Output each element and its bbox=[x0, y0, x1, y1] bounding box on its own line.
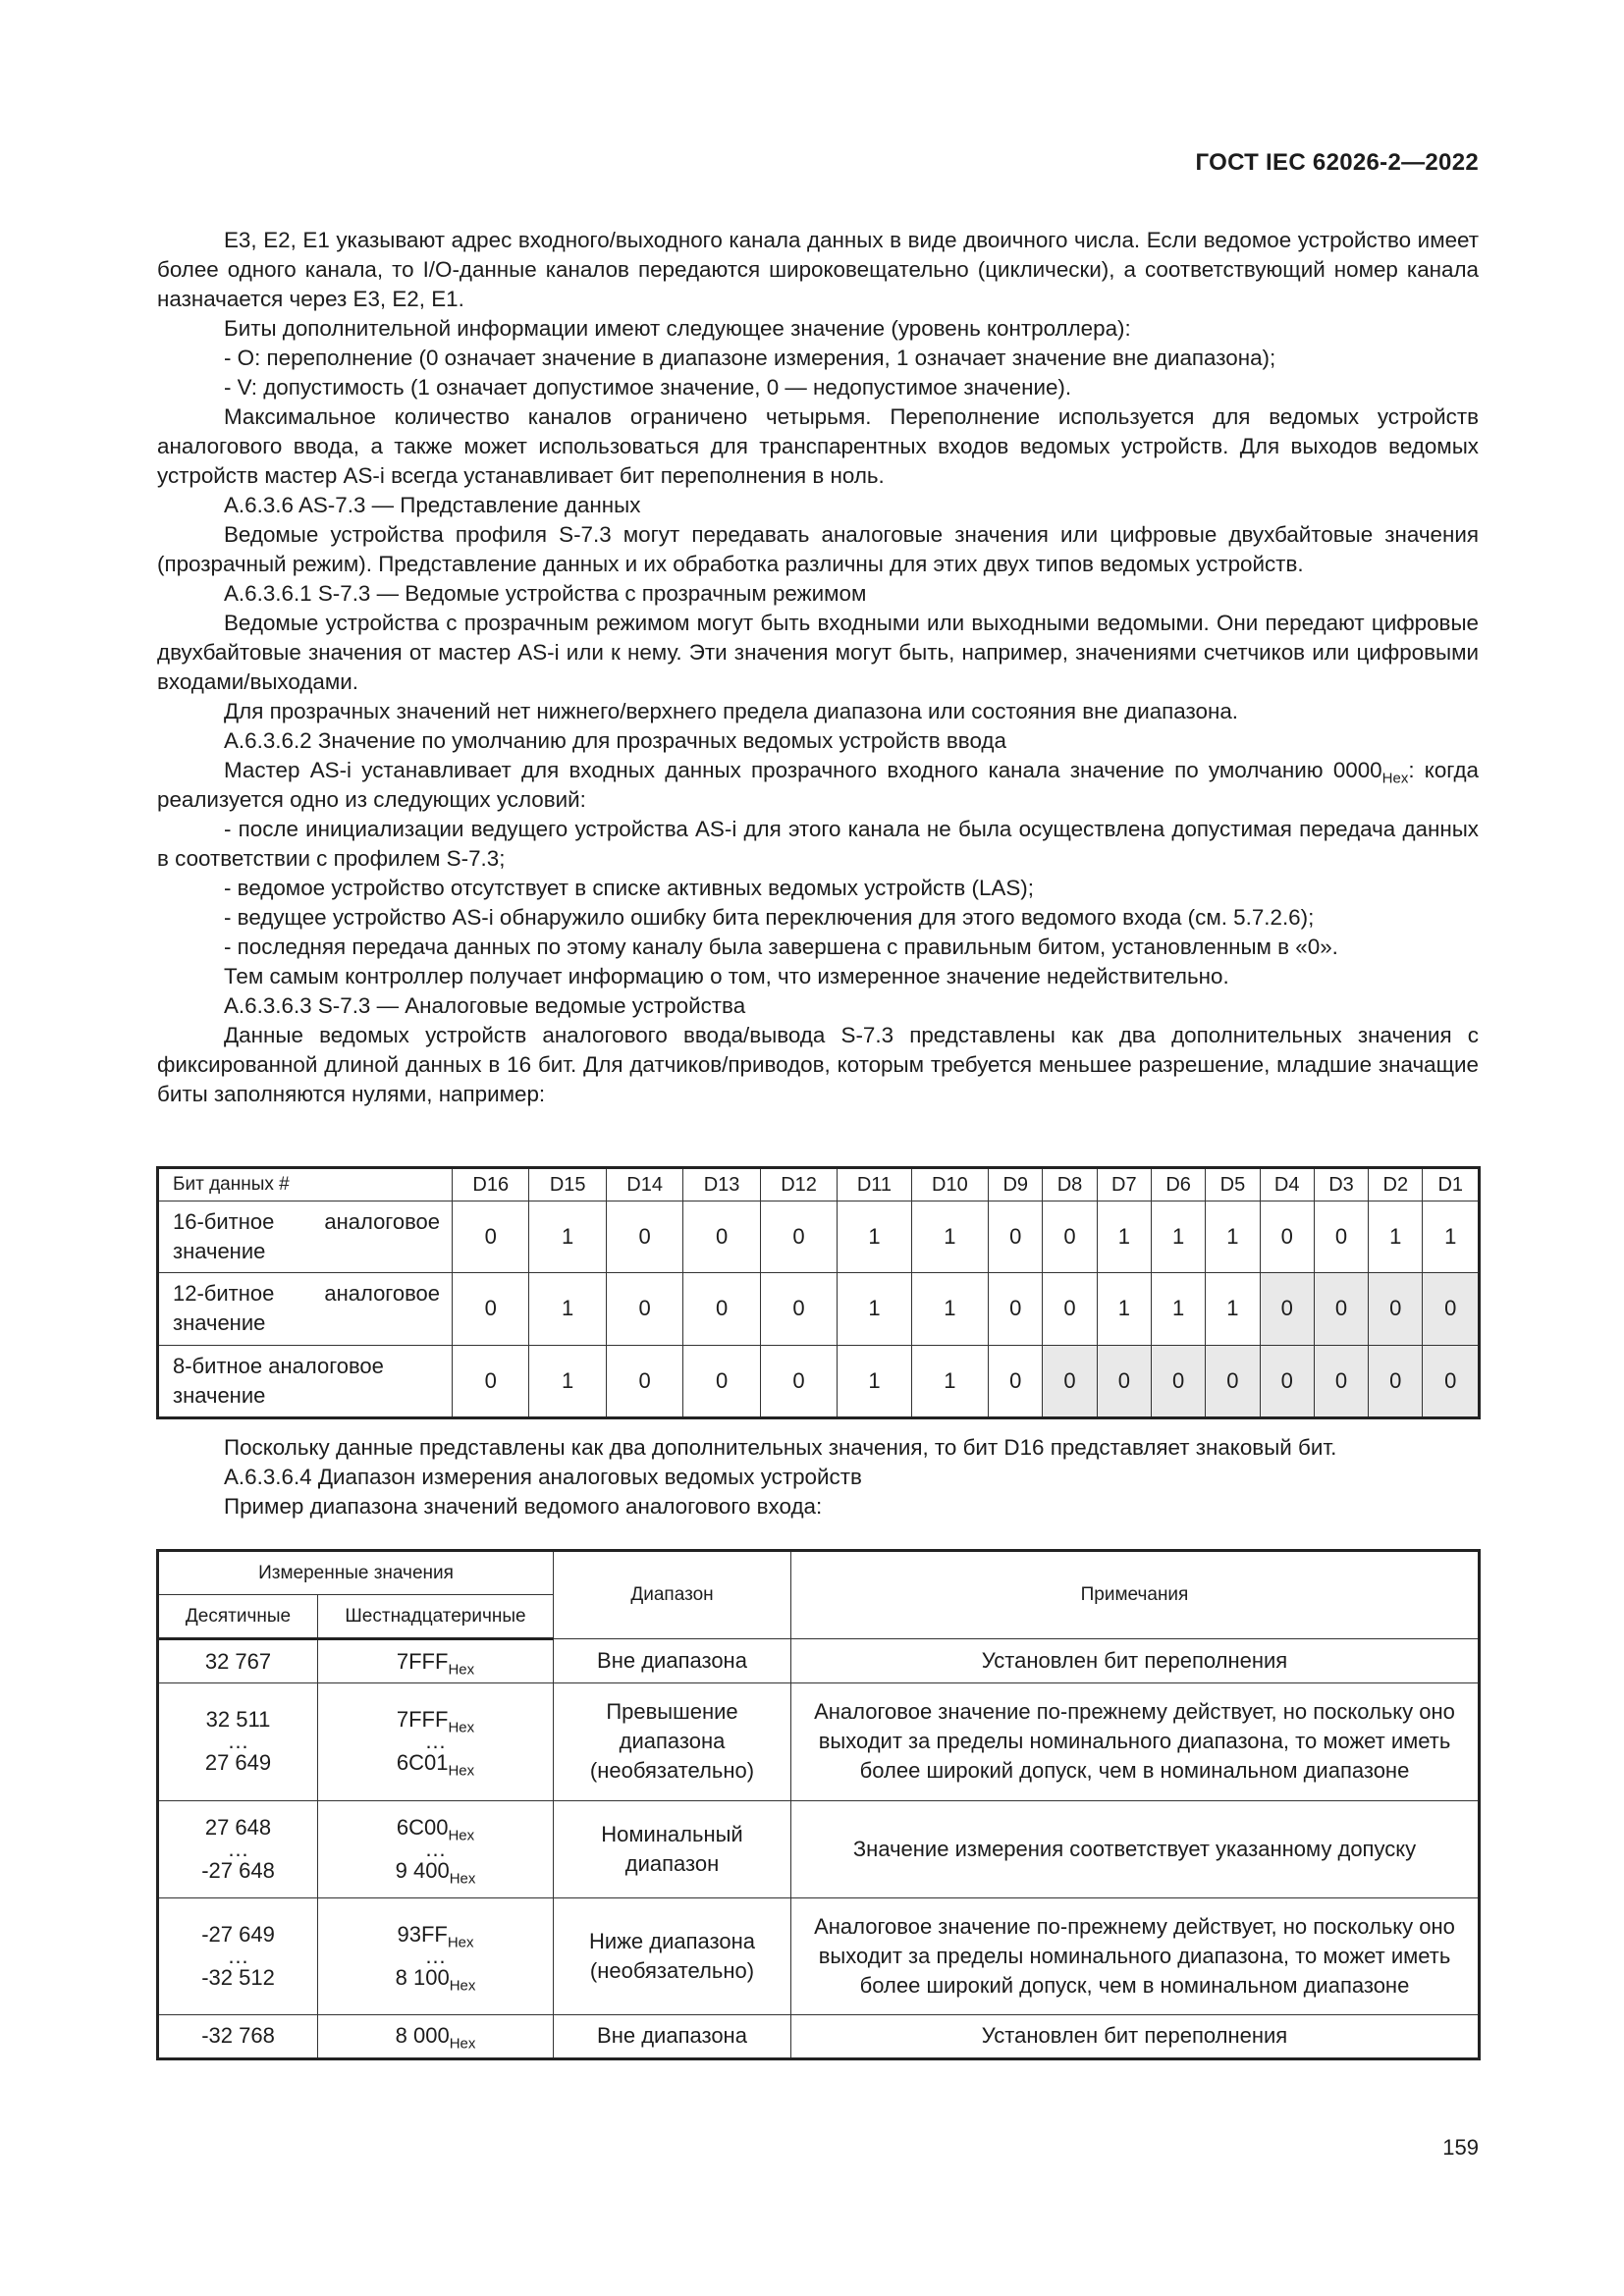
paragraph: Данные ведомых устройств аналогового ввода/вывода S-7.3 представлены как два дополнительных значения с фиксированной длиной данных в 16 бит. Для датчиков/приводов, которым требуется меньшее разрешение, младшие значащие биты заполняются нулями, например: bbox=[157, 1023, 1479, 1106]
bit-cell: 0 bbox=[1043, 1201, 1097, 1273]
body-text bbox=[157, 226, 1479, 1109]
measured-values-header: Измеренные значения bbox=[158, 1551, 554, 1595]
row-label: 8-битное аналоговое значение bbox=[158, 1345, 453, 1417]
bit-cell: 1 bbox=[838, 1273, 911, 1345]
bit-column-header: D3 bbox=[1314, 1168, 1368, 1201]
hex-cell bbox=[318, 1639, 554, 1683]
range-row bbox=[158, 1683, 1480, 1800]
bit-column-header: D10 bbox=[911, 1168, 988, 1201]
bit-cell: 0 bbox=[606, 1201, 682, 1273]
decimal-cell bbox=[158, 1800, 318, 1897]
decimal-value: 32 767 bbox=[204, 1648, 272, 1674]
row-label: 12-битное аналоговое значение bbox=[158, 1273, 453, 1345]
decimal-cell bbox=[158, 2014, 318, 2058]
hex-cell bbox=[318, 1897, 554, 2014]
note-cell: Установлен бит переполнения bbox=[791, 1639, 1480, 1683]
range-table-header-row bbox=[158, 1551, 1480, 1595]
bit-column-header: D14 bbox=[606, 1168, 682, 1201]
bit-cell: 1 bbox=[838, 1345, 911, 1417]
text-fragment: : когда реализуется одно из следующих условий: bbox=[157, 758, 1479, 812]
bit-cell: 0 bbox=[683, 1273, 760, 1345]
notes-header: Примечания bbox=[791, 1551, 1480, 1639]
section-heading: A.6.3.6.4 Диапазон измерения аналоговых ведомых устройств bbox=[224, 1465, 862, 1489]
bit-table-header-row bbox=[158, 1168, 1480, 1201]
bit-table-row bbox=[158, 1201, 1480, 1273]
bit-column-header: D9 bbox=[989, 1168, 1043, 1201]
hex-subscript: Hex bbox=[448, 1719, 475, 1736]
bit-column-header: D16 bbox=[453, 1168, 529, 1201]
hex-subscript: Hex bbox=[449, 2035, 476, 2053]
list-item: - после инициализации ведущего устройства AS-i для этого канала не была осуществлена допустимая передача данных в соответствии с профилем S-7.3; bbox=[157, 817, 1479, 871]
paragraph: Тем самым контроллер получает информацию о том, что измеренное значение недействительно. bbox=[224, 964, 1229, 988]
paragraph: Поскольку данные представлены как два дополнительных значения, то бит D16 представляет знаковый бит. bbox=[224, 1435, 1337, 1460]
bit-cell: 0 bbox=[453, 1273, 529, 1345]
range-header: Диапазон bbox=[554, 1551, 791, 1639]
decimal-header: Десятичные bbox=[158, 1595, 318, 1639]
note-cell: Установлен бит переполнения bbox=[791, 2014, 1480, 2058]
bit-cell: 1 bbox=[529, 1345, 606, 1417]
bit-cell: 0 bbox=[683, 1345, 760, 1417]
bit-cell: 1 bbox=[529, 1273, 606, 1345]
bit-cell-padding: 0 bbox=[1260, 1273, 1314, 1345]
section-heading: A.6.3.6.1 S-7.3 — Ведомые устройства с прозрачным режимом bbox=[224, 581, 867, 606]
hex-cell bbox=[318, 1800, 554, 1897]
bit-column-header: D11 bbox=[838, 1168, 911, 1201]
bit-column-header: D1 bbox=[1423, 1168, 1480, 1201]
hex-line bbox=[324, 1748, 547, 1778]
bit-cell: 1 bbox=[911, 1345, 988, 1417]
bit-cell: 1 bbox=[1369, 1201, 1423, 1273]
hex-value: 6C00 bbox=[396, 1814, 449, 1840]
bit-cell-padding: 0 bbox=[1314, 1345, 1368, 1417]
bit-cell: 0 bbox=[1260, 1201, 1314, 1273]
range-table bbox=[156, 1549, 1481, 2060]
bit-column-header: D12 bbox=[760, 1168, 837, 1201]
hex-value: 7FFF bbox=[396, 1648, 449, 1674]
bit-cell: 0 bbox=[760, 1201, 837, 1273]
hex-value: 8 100 bbox=[395, 1964, 450, 1990]
bit-cell: 1 bbox=[1206, 1201, 1260, 1273]
bit-cell: 1 bbox=[911, 1273, 988, 1345]
hex-value: 9 400 bbox=[395, 1857, 450, 1883]
row-label: 16-битное аналоговое значение bbox=[158, 1201, 453, 1273]
list-item: - последняя передача данных по этому каналу была завершена с правильным битом, установленным в «0». bbox=[224, 934, 1338, 959]
hex-subscript: Hex bbox=[448, 1762, 475, 1780]
ellipsis: … bbox=[424, 1729, 447, 1754]
paragraph: Пример диапазона значений ведомого аналогового входа: bbox=[224, 1494, 823, 1519]
section-heading: A.6.3.6.3 S-7.3 — Аналоговые ведомые устройства bbox=[224, 993, 746, 1018]
list-item: - O: переполнение (0 означает значение в диапазоне измерения, 1 означает значение вне диапазона); bbox=[224, 346, 1276, 370]
bit-column-header: D8 bbox=[1043, 1168, 1097, 1201]
paragraph-default-value bbox=[157, 756, 1479, 815]
body-text-middle bbox=[157, 1433, 1479, 1522]
bit-table bbox=[156, 1166, 1481, 1419]
bit-cell: 0 bbox=[453, 1345, 529, 1417]
bit-cell: 1 bbox=[1151, 1201, 1205, 1273]
hex-cell bbox=[318, 2014, 554, 2058]
bit-cell-padding: 0 bbox=[1369, 1345, 1423, 1417]
hex-line bbox=[324, 1856, 547, 1886]
bit-cell: 0 bbox=[606, 1273, 682, 1345]
section-heading: A.6.3.6.2 Значение по умолчанию для прозрачных ведомых устройств ввода bbox=[224, 728, 1006, 753]
note-cell: Аналоговое значение по-прежнему действует, но поскольку оно выходит за пределы номинального диапазона, то может иметь более широкий допуск, чем в номинальном диапазоне bbox=[791, 1897, 1480, 2014]
bit-cell: 0 bbox=[606, 1345, 682, 1417]
bit-cell: 0 bbox=[760, 1345, 837, 1417]
bit-cell: 0 bbox=[1043, 1273, 1097, 1345]
ellipsis: … bbox=[227, 1943, 249, 1968]
bit-column-header: D15 bbox=[529, 1168, 606, 1201]
hex-value: 8 000 bbox=[395, 2023, 450, 2049]
decimal-value: -32 512 bbox=[201, 1964, 275, 1990]
hex-value: 93FF bbox=[397, 1921, 448, 1947]
bit-cell-padding: 0 bbox=[1423, 1273, 1480, 1345]
paragraph: Максимальное количество каналов ограничено четырьмя. Переполнение используется для ведомых устройств аналогового ввода, а также может использоваться для транспарентных входов ведомых устройств. Для выходов ведомых устройств мастер AS-i всегда устанавливает бит переполнения в ноль. bbox=[157, 404, 1479, 488]
range-row bbox=[158, 2014, 1480, 2058]
range-row bbox=[158, 1897, 1480, 2014]
list-item: - ведомое устройство отсутствует в списке активных ведомых устройств (LAS); bbox=[224, 876, 1034, 900]
bit-cell: 1 bbox=[1151, 1273, 1205, 1345]
decimal-cell bbox=[158, 1683, 318, 1800]
bit-cell: 1 bbox=[838, 1201, 911, 1273]
ellipsis: … bbox=[424, 1836, 447, 1861]
bit-cell-padding: 0 bbox=[1097, 1345, 1151, 1417]
bit-cell: 0 bbox=[989, 1201, 1043, 1273]
bit-column-header: D5 bbox=[1206, 1168, 1260, 1201]
decimal-value: -32 768 bbox=[201, 2023, 275, 2049]
decimal-cell bbox=[158, 1639, 318, 1683]
decimal-value: -27 648 bbox=[201, 1857, 275, 1883]
ellipsis: … bbox=[227, 1836, 249, 1861]
bit-column-header: D7 bbox=[1097, 1168, 1151, 1201]
hex-line bbox=[324, 1963, 547, 1993]
page-number: 159 bbox=[1442, 2135, 1479, 2160]
hex-subscript: Hex bbox=[448, 1826, 475, 1843]
hex-subscript: Hex bbox=[448, 1661, 475, 1679]
paragraph: Ведомые устройства профиля S-7.3 могут передавать аналоговые значения или цифровые двухбайтовые значения (прозрачный режим). Представление данных и их обработка различны для этих двух типов ведомых устройств. bbox=[157, 522, 1479, 576]
range-row bbox=[158, 1639, 1480, 1683]
paragraph: Биты дополнительной информации имеют следующее значение (уровень контроллера): bbox=[224, 316, 1131, 341]
bit-table-row bbox=[158, 1345, 1480, 1417]
range-cell: Вне диапазона bbox=[554, 1639, 791, 1683]
hex-subscript: Hex bbox=[447, 1934, 474, 1951]
decimal-value: -27 649 bbox=[201, 1921, 275, 1947]
hex-cell bbox=[318, 1683, 554, 1800]
bit-cell: 0 bbox=[453, 1201, 529, 1273]
bit-table-header-label: Бит данных # bbox=[158, 1168, 453, 1201]
note-cell: Значение измерения соответствует указанному допуску bbox=[791, 1800, 1480, 1897]
bit-cell: 1 bbox=[911, 1201, 988, 1273]
bit-cell: 0 bbox=[989, 1273, 1043, 1345]
ellipsis: … bbox=[424, 1943, 447, 1968]
list-item: - V: допустимость (1 означает допустимое значение, 0 — недопустимое значение). bbox=[224, 375, 1072, 400]
bit-cell: 0 bbox=[683, 1201, 760, 1273]
note-cell: Аналоговое значение по-прежнему действует, но поскольку оно выходит за пределы номинального диапазона, то может иметь более широкий допуск, чем в номинальном диапазоне bbox=[791, 1683, 1480, 1800]
paragraph: Для прозрачных значений нет нижнего/верхнего предела диапазона или состояния вне диапазона. bbox=[224, 699, 1238, 723]
bit-cell-padding: 0 bbox=[1423, 1345, 1480, 1417]
text-fragment: Мастер AS-i устанавливает для входных данных прозрачного входного канала значение по умолчанию 0000 bbox=[224, 758, 1382, 782]
hex-subscript: Hex bbox=[449, 1977, 476, 1995]
bit-cell-padding: 0 bbox=[1369, 1273, 1423, 1345]
bit-column-header: D4 bbox=[1260, 1168, 1314, 1201]
bit-column-header: D6 bbox=[1151, 1168, 1205, 1201]
bit-cell-padding: 0 bbox=[1043, 1345, 1097, 1417]
list-item: - ведущее устройство AS-i обнаружило ошибку бита переключения для этого ведомого входа (см. 5.7.2.6); bbox=[224, 905, 1315, 930]
range-cell: Вне диапазона bbox=[554, 2014, 791, 2058]
decimal-value: 27 648 bbox=[204, 1814, 272, 1840]
bit-cell: 0 bbox=[1314, 1201, 1368, 1273]
bit-column-header: D2 bbox=[1369, 1168, 1423, 1201]
bit-table-row bbox=[158, 1273, 1480, 1345]
bit-cell: 1 bbox=[1097, 1273, 1151, 1345]
hex-value: 6C01 bbox=[396, 1750, 449, 1776]
range-cell: Превышение диапазона (необязательно) bbox=[554, 1683, 791, 1800]
bit-cell-padding: 0 bbox=[1260, 1345, 1314, 1417]
bit-column-header: D13 bbox=[683, 1168, 760, 1201]
decimal-value: 27 649 bbox=[204, 1750, 272, 1776]
paragraph: Ведомые устройства с прозрачным режимом могут быть входными или выходными ведомыми. Они передают цифровые двухбайтовые значения от мастер AS-i или к нему. Эти значения могут быть, например, значениями счетчиков или цифровыми входами/выходами. bbox=[157, 611, 1479, 694]
bit-cell: 1 bbox=[1097, 1201, 1151, 1273]
hex-value: 7FFF bbox=[396, 1707, 449, 1733]
section-heading: A.6.3.6 AS-7.3 — Представление данных bbox=[224, 493, 641, 517]
decimal-value: 32 511 bbox=[205, 1707, 271, 1733]
paragraph: E3, E2, E1 указывают адрес входного/выходного канала данных в виде двоичного числа. Если ведомое устройство имеет более одного канала, то I/O-данные каналов передаются широковещательно (циклически), а соответствующий номер канала назначается через E3, E2, E1. bbox=[157, 228, 1479, 311]
document-header: ГОСТ IEC 62026-2—2022 bbox=[1195, 149, 1479, 176]
bit-cell: 0 bbox=[989, 1345, 1043, 1417]
hex-subscript: Hex bbox=[449, 1869, 476, 1887]
decimal-cell bbox=[158, 1897, 318, 2014]
bit-cell: 1 bbox=[1423, 1201, 1480, 1273]
range-cell: Ниже диапазона (необязательно) bbox=[554, 1897, 791, 2014]
bit-cell: 0 bbox=[760, 1273, 837, 1345]
range-cell: Номинальный диапазон bbox=[554, 1800, 791, 1897]
hex-header: Шестнадцатеричные bbox=[318, 1595, 554, 1639]
bit-cell-padding: 0 bbox=[1314, 1273, 1368, 1345]
bit-cell: 1 bbox=[1206, 1273, 1260, 1345]
ellipsis: … bbox=[227, 1729, 249, 1754]
bit-cell-padding: 0 bbox=[1151, 1345, 1205, 1417]
bit-cell-padding: 0 bbox=[1206, 1345, 1260, 1417]
hex-subscript: Hex bbox=[1381, 770, 1409, 787]
range-row bbox=[158, 1800, 1480, 1897]
bit-cell: 1 bbox=[529, 1201, 606, 1273]
